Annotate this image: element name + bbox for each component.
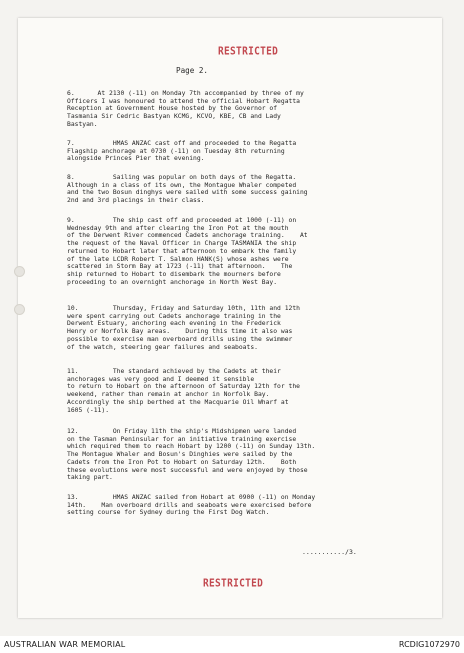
paragraph-13: [67, 494, 409, 517]
text-line: taking part.: [67, 474, 113, 482]
text-line: proceeding to an overnight anchorage in North West Bay.: [67, 278, 278, 286]
text-line: scattered in Storm Bay at 1723 (-11) that afternoon. The: [67, 263, 293, 271]
text-line: Derwent Estuary, anchoring each evening in the Frederick: [67, 320, 281, 328]
paragraph-6: [67, 90, 409, 129]
text-line: of the Derwent River commenced Cadets anchorage training. At: [67, 232, 308, 240]
text-line: setting course for Sydney during the First Dog Watch.: [67, 509, 270, 517]
text-line: these evolutions were most successful and were enjoyed by those: [67, 466, 308, 474]
text-line: on the Tasman Peninsular for an initiative training exercise: [67, 435, 297, 443]
text-line: were spent carrying out Cadets anchorage training in the: [67, 312, 281, 320]
paragraph-11: [67, 368, 409, 414]
text-line: which required them to reach Hobart by 1200 (-11) on Sunday 13th.: [67, 443, 316, 451]
paragraph-8: [67, 174, 409, 205]
paragraph-9: [67, 217, 409, 286]
text-line: and the two Bosun dinghys were sailed with some success gaining: [67, 189, 308, 197]
text-line: returned to Hobart later that afternoon to embark the family: [67, 247, 297, 255]
text-line: The Montague Whaler and Bosun's Dinghies were sailed by the: [67, 451, 293, 459]
text-line: the request of the Naval Officer in Charge TASMANIA the ship: [67, 240, 297, 248]
text-line: Accordingly the ship berthed at the Macquarie Oil Wharf at: [67, 398, 289, 406]
text-line: Henry or Norfolk Bay areas. During this time it also was: [67, 328, 293, 336]
text-line: 1605 (-11).: [67, 406, 110, 414]
text-line: Cadets from the Iron Pot to Hobart on Saturday 12th. Both: [67, 458, 297, 466]
text-line: 10. Thursday, Friday and Saturday 10th, 11th and 12th: [67, 305, 300, 312]
text-line: Tasmania Sir Cedric Bastyan KCMG, KCVO, KBE, CB and Lady: [67, 113, 281, 121]
text-line: 8. Sailing was popular on both days of the Regatta.: [67, 174, 297, 181]
text-line: Although in a class of its own, the Montague Whaler competed: [67, 181, 297, 189]
text-line: ship returned to Hobart to disembark the mourners before: [67, 270, 281, 278]
text-line: Officers I was honoured to attend the official Hobart Regatta: [67, 97, 300, 105]
text-line: of the late LCDR Robert T. Salmon HANK(S) whose ashes were: [67, 255, 289, 263]
text-line: Wednesday 9th and after clearing the Iron Pot at the mouth: [67, 224, 289, 232]
text-line: 14th. Man overboard drills and seaboats were exercised before: [67, 501, 312, 509]
text-line: of the watch, steering gear failures and seaboats.: [67, 343, 258, 351]
text-line: 13. HMAS ANZAC sailed from Hobart at 0900 (-11) on Monday: [67, 494, 316, 501]
text-line: weekend, rather than remain at anchor in Norfolk Bay.: [67, 391, 270, 399]
text-line: alongside Princes Pier that evening.: [67, 155, 205, 163]
paragraph-10: [67, 305, 409, 351]
archive-name: AUSTRALIAN WAR MEMORIAL: [4, 640, 126, 649]
punch-hole: [14, 266, 25, 277]
text-line: 6. At 2130 (-11) on Monday 7th accompanied by three of my: [67, 90, 304, 97]
text-line: Flagship anchorage at 0730 (-11) on Tuesday 8th returning: [67, 147, 285, 155]
paragraph-7: [67, 140, 409, 163]
text-line: 12. On Friday 11th the ship's Midshipmen were landed: [67, 428, 297, 435]
text-line: 7. HMAS ANZAC cast off and proceeded to the Regatta: [67, 140, 297, 147]
archive-id: RCDIG1072970: [398, 640, 460, 649]
punch-hole: [14, 304, 25, 315]
paragraph-12: [67, 428, 409, 482]
archive-footer: [0, 636, 464, 653]
text-line: 2nd and 3rd placings in their class.: [67, 197, 205, 205]
text-line: to return to Hobart on the afternoon of Saturday 12th for the: [67, 383, 300, 391]
restricted-stamp-bottom: RESTRICTED: [203, 577, 264, 590]
text-line: 9. The ship cast off and proceeded at 1000 (-11) on: [67, 217, 297, 224]
text-line: Bastyan.: [67, 120, 98, 128]
text-line: anchorages was very good and I deemed it sensible: [67, 375, 255, 383]
continuation-marker: .........../3.: [302, 548, 357, 556]
page-number: Page 2.: [176, 66, 209, 75]
text-line: 11. The standard achieved by the Cadets at their: [67, 368, 281, 375]
text-line: possible to exercise man overboard drills using the swimmer: [67, 335, 293, 343]
text-line: Reception at Government House hosted by the Governor of: [67, 105, 278, 113]
restricted-stamp-top: RESTRICTED: [218, 45, 279, 58]
